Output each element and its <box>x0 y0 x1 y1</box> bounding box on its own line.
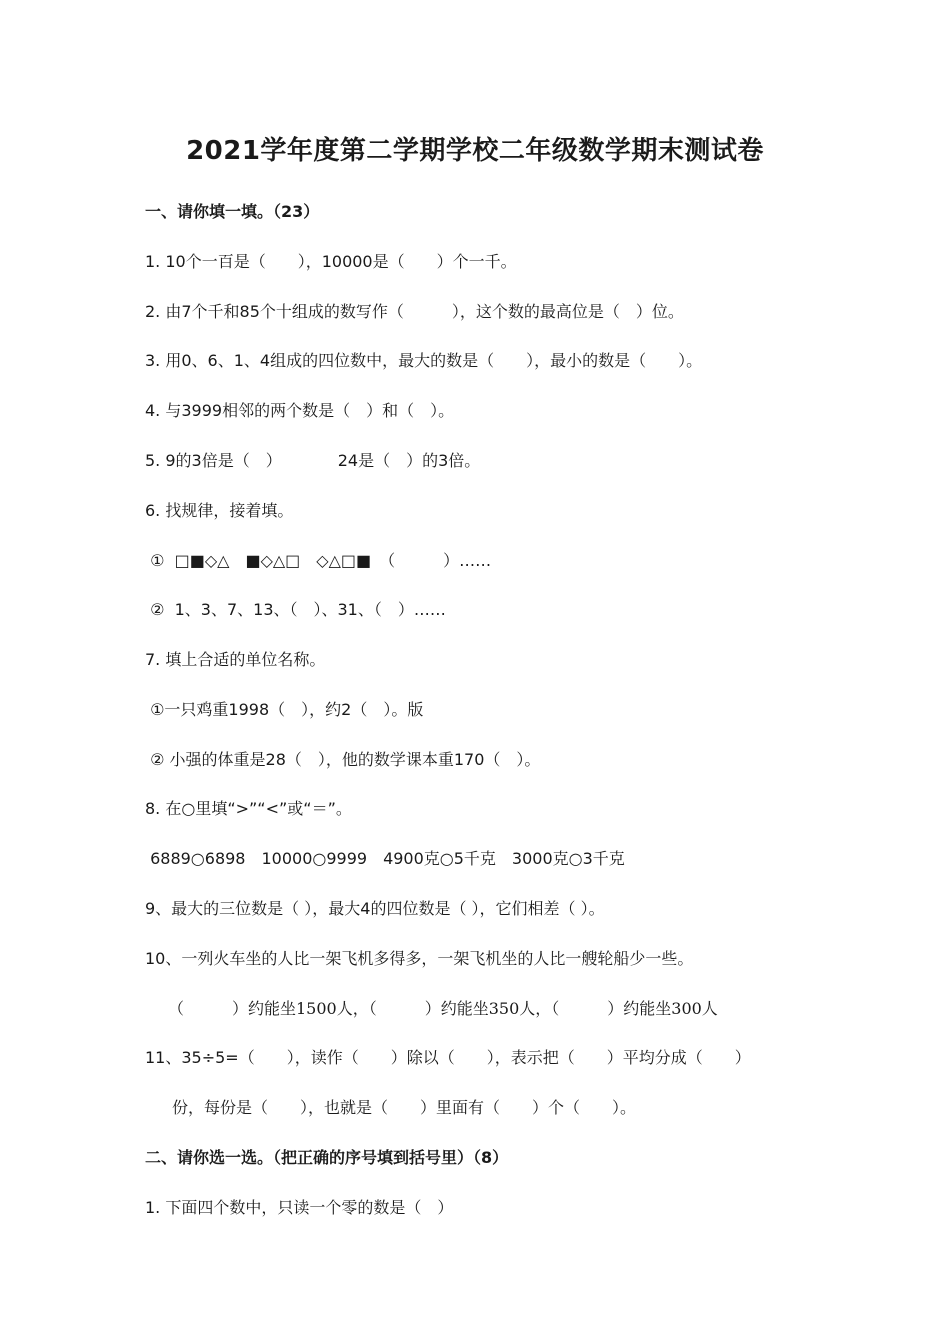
question-7: 7. 填上合适的单位名称。 <box>145 650 326 669</box>
question-3: 3. 用0、6、1、4组成的四位数中，最大的数是（ ），最小的数是（ ）。 <box>145 351 703 370</box>
question-11: 11、35÷5=（ ），读作（ ）除以（ ），表示把（ ）平均分成（ ） <box>145 1048 751 1067</box>
question-8: 8. 在○里填“>”“<”或“＝”。 <box>145 799 352 818</box>
question-6-part-1: ① □■◇△ ■◇△□ ◇△□■ （ ）…… <box>145 551 492 570</box>
question-8-items: 6889○6898 10000○9999 4900克○5千克 3000克○3千克 <box>145 849 625 868</box>
question-7-part-2: ② 小强的体重是28（ ），他的数学课本重170（ ）。 <box>145 750 541 769</box>
question-10-blanks: （ ）约能坐1500人，（ ）约能坐350人，（ ）约能坐300人 <box>168 999 718 1018</box>
section2-heading: 二、请你选一选。（把正确的序号填到括号里）（8） <box>145 1148 509 1167</box>
question-7-part-1: ①一只鸡重1998（ ），约2（ ）。版 <box>145 700 424 719</box>
section2-question-1: 1. 下面四个数中，只读一个零的数是（ ） <box>145 1198 454 1217</box>
question-2: 2. 由7个千和85个十组成的数写作（ ），这个数的最高位是（ ）位。 <box>145 302 684 321</box>
question-11-continued: 份，每份是（ ），也就是（ ）里面有（ ）个（ ）。 <box>172 1098 637 1117</box>
question-5: 5. 9的3倍是（ ） 24是（ ）的3倍。 <box>145 451 481 470</box>
section1-heading: 一、请你填一填。（23） <box>145 202 320 221</box>
question-6-part-2: ② 1、3、7、13、（ ）、31、（ ）…… <box>145 600 446 619</box>
exam-title: 2021学年度第二学期学校二年级数学期末测试卷 <box>186 136 764 166</box>
question-4: 4. 与3999相邻的两个数是（ ）和（ ）。 <box>145 401 455 420</box>
question-6: 6. 找规律，接着填。 <box>145 501 294 520</box>
question-10: 10、一列火车坐的人比一架飞机多得多，一架飞机坐的人比一艘轮船少一些。 <box>145 949 694 968</box>
question-1: 1. 10个一百是（ ），10000是（ ）个一千。 <box>145 252 517 271</box>
question-9: 9、最大的三位数是（ ），最大4的四位数是（ ），它们相差（ ）。 <box>145 899 605 918</box>
